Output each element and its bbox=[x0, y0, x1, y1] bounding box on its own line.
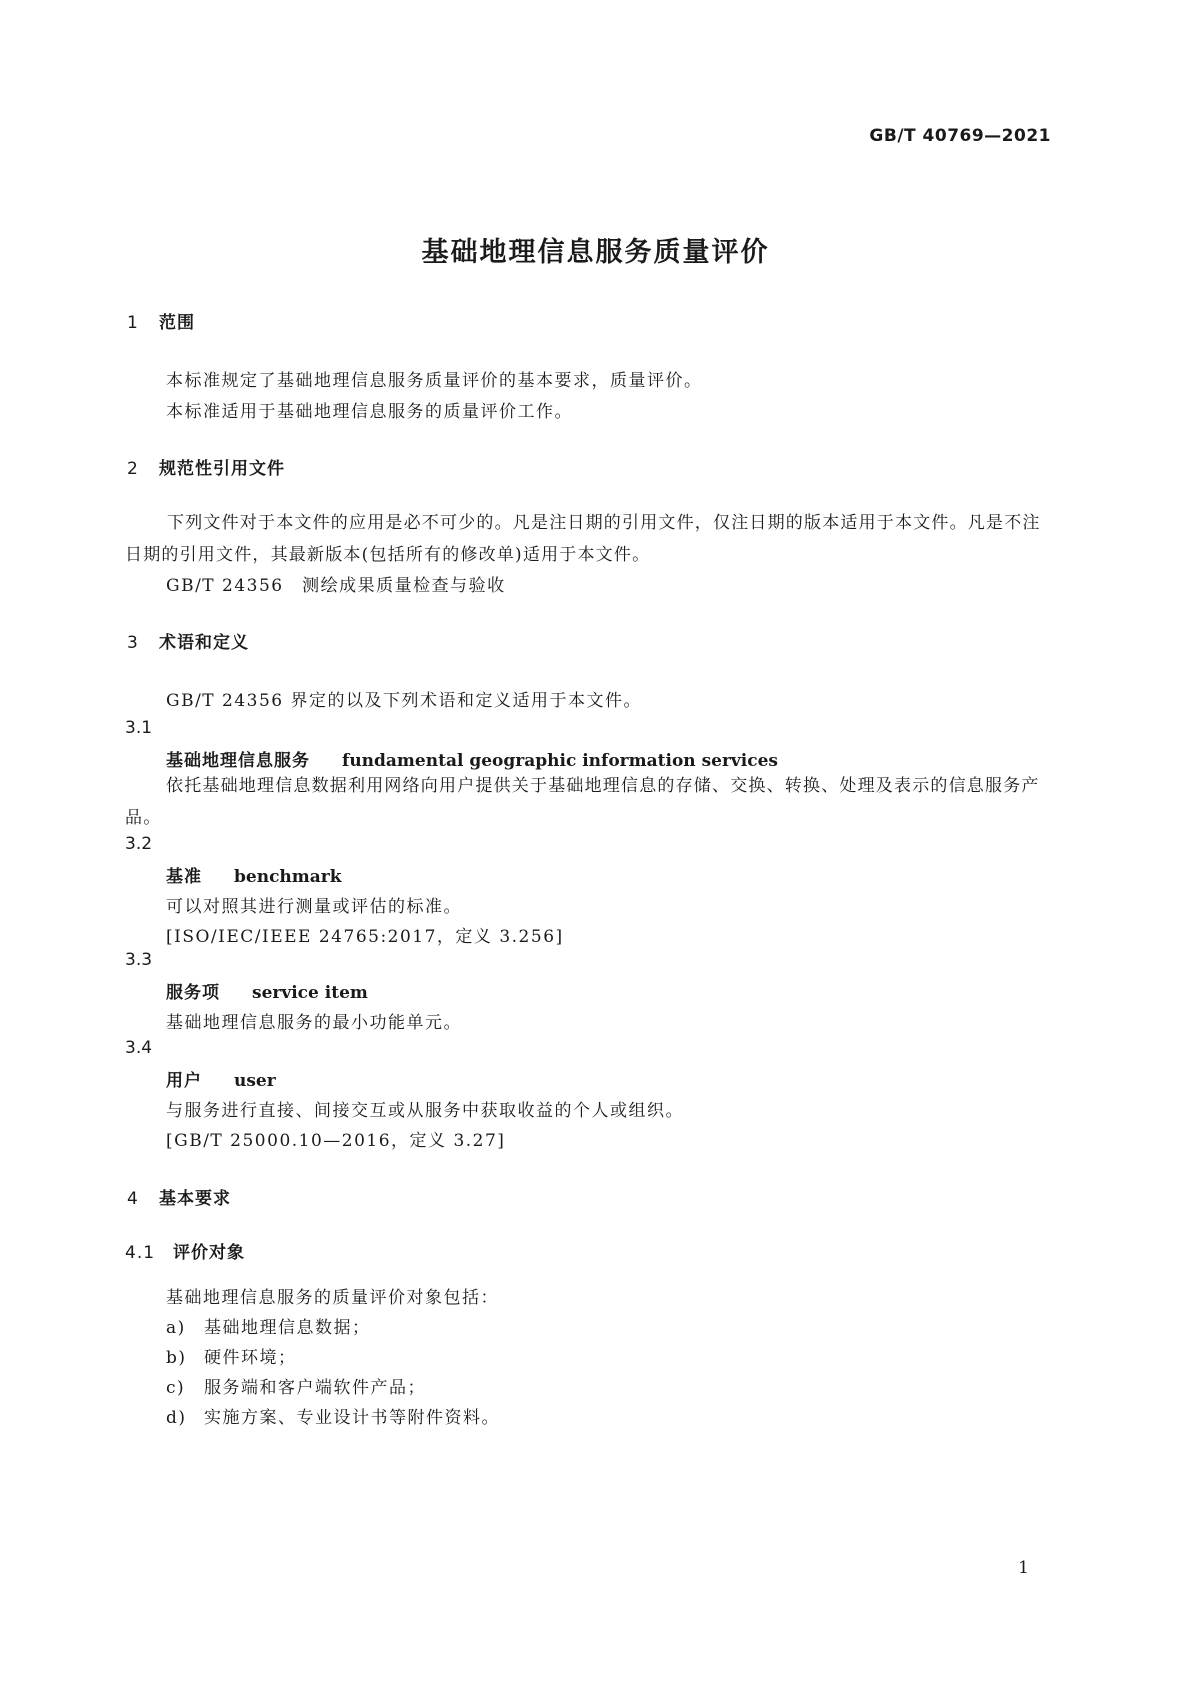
section-title: 范围 bbox=[159, 313, 195, 333]
term-entry bbox=[166, 1066, 276, 1091]
term-entry bbox=[166, 978, 368, 1003]
paragraph: 基础地理信息服务的质量评价对象包括： bbox=[166, 1288, 499, 1308]
term-en: fundamental geographic information services bbox=[342, 751, 778, 771]
subsection-title: 评价对象 bbox=[173, 1243, 245, 1263]
term-number: 3.2 bbox=[125, 834, 153, 854]
term-zh: 服务项 bbox=[166, 983, 220, 1003]
page-number: 1 bbox=[1018, 1558, 1029, 1578]
term-definition: 基础地理信息服务的最小功能单元。 bbox=[166, 1013, 462, 1033]
list-text: 实施方案、专业设计书等附件资料。 bbox=[204, 1408, 500, 1428]
list-item bbox=[166, 1403, 500, 1428]
section-3-heading bbox=[127, 628, 249, 653]
list-item bbox=[166, 1343, 297, 1368]
term-source: [GB/T 25000.10—2016，定义 3.27] bbox=[166, 1131, 506, 1151]
term-number: 3.3 bbox=[125, 950, 153, 970]
list-text: 基础地理信息数据； bbox=[204, 1318, 371, 1338]
term-zh: 基础地理信息服务 bbox=[166, 751, 310, 771]
term-source: [ISO/IEC/IEEE 24765:2017，定义 3.256] bbox=[166, 927, 564, 947]
paragraph: 下列文件对于本文件的应用是必不可少的。凡是注日期的引用文件，仅注日期的版本适用于本文件。凡是不注日期的引用文件，其最新版本(包括所有的修改单)适用于本文件。 bbox=[125, 513, 1041, 565]
section-1-heading bbox=[127, 308, 195, 333]
section-number: 1 bbox=[127, 313, 139, 333]
list-text: 硬件环境； bbox=[204, 1348, 297, 1368]
subsection-4-1-heading bbox=[125, 1238, 245, 1263]
normative-reference: GB/T 24356 测绘成果质量检查与验收 bbox=[166, 576, 506, 596]
paragraph: 本标准规定了基础地理信息服务质量评价的基本要求，质量评价。 bbox=[166, 371, 703, 391]
term-definition: 与服务进行直接、间接交互或从服务中获取收益的个人或组织。 bbox=[166, 1101, 684, 1121]
paragraph: 本标准适用于基础地理信息服务的质量评价工作。 bbox=[166, 402, 573, 422]
document-title: 基础地理信息服务质量评价 bbox=[421, 237, 770, 268]
section-title: 基本要求 bbox=[159, 1189, 231, 1209]
term-entry bbox=[166, 862, 342, 887]
term-en: user bbox=[234, 1071, 276, 1091]
section-number: 3 bbox=[127, 633, 139, 653]
section-2-heading bbox=[127, 454, 285, 479]
list-item bbox=[166, 1373, 426, 1398]
list-marker: a) bbox=[166, 1318, 186, 1338]
term-number: 3.4 bbox=[125, 1038, 153, 1058]
list-marker: d) bbox=[166, 1408, 187, 1428]
term-en: benchmark bbox=[234, 867, 342, 887]
list-marker: b) bbox=[166, 1348, 187, 1368]
list-text: 服务端和客户端软件产品； bbox=[204, 1378, 426, 1398]
section-4-heading bbox=[127, 1184, 231, 1209]
term-zh: 基准 bbox=[166, 867, 202, 887]
term-zh: 用户 bbox=[166, 1071, 202, 1091]
term-definition: 可以对照其进行测量或评估的标准。 bbox=[166, 897, 462, 917]
section-title: 术语和定义 bbox=[159, 633, 249, 653]
term-number: 3.1 bbox=[125, 718, 153, 738]
term-entry bbox=[166, 746, 778, 771]
list-item bbox=[166, 1313, 371, 1338]
list-marker: c) bbox=[166, 1378, 186, 1398]
subsection-number: 4.1 bbox=[125, 1243, 156, 1263]
section-number: 4 bbox=[127, 1189, 139, 1209]
section-title: 规范性引用文件 bbox=[159, 459, 285, 479]
paragraph: GB/T 24356 界定的以及下列术语和定义适用于本文件。 bbox=[166, 691, 643, 711]
section-number: 2 bbox=[127, 459, 139, 479]
term-en: service item bbox=[252, 983, 368, 1003]
standard-code: GB/T 40769—2021 bbox=[869, 126, 1051, 146]
term-definition: 依托基础地理信息数据利用网络向用户提供关于基础地理信息的存储、交换、转换、处理及表示的信息服务产品。 bbox=[125, 776, 1040, 828]
